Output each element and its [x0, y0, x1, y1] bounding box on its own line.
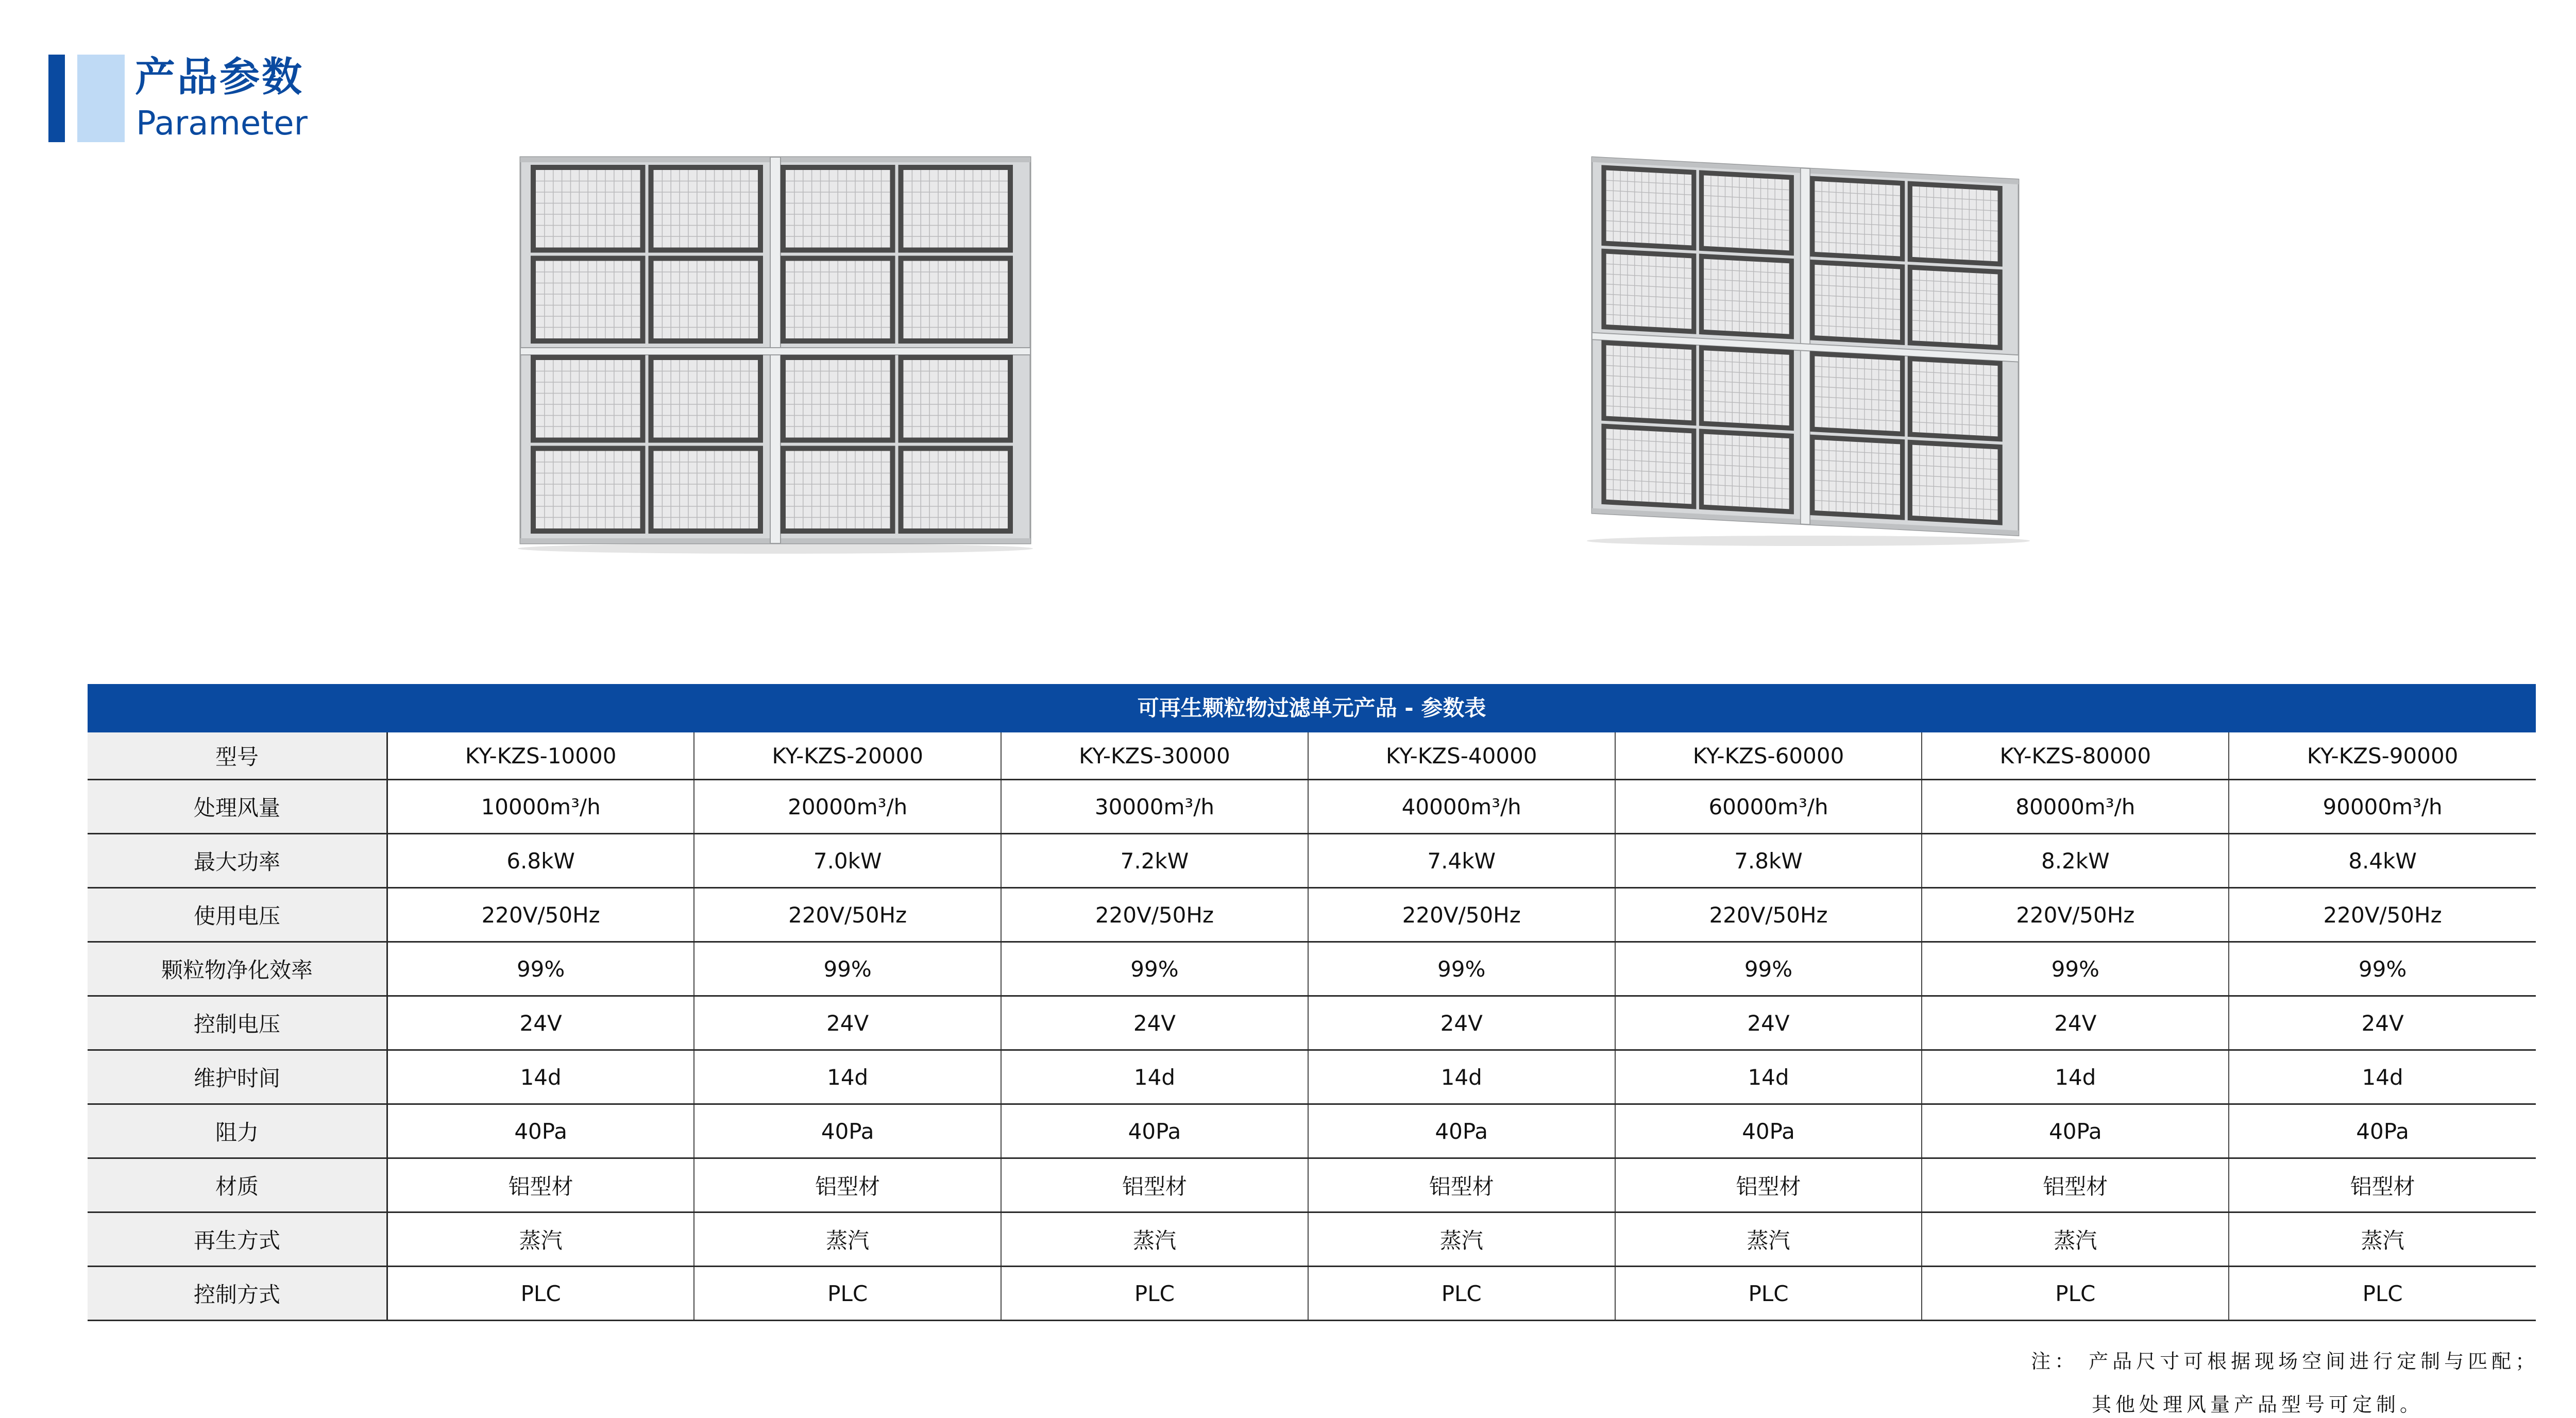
filter-unit-front-image: [505, 142, 1046, 554]
header-accent-block: [77, 55, 125, 142]
table-cell: 14d: [694, 1050, 1001, 1104]
table-row: [88, 834, 2536, 888]
table-cell: 铝型材: [1615, 1158, 1922, 1212]
table-cell: 220V/50Hz: [1922, 888, 2229, 942]
table-cell: 80000m³/h: [1922, 780, 2229, 834]
table-cell: 铝型材: [1308, 1158, 1615, 1212]
row-label: 颗粒物净化效率: [88, 942, 387, 996]
table-cell: 99%: [694, 942, 1001, 996]
table-cell: 20000m³/h: [694, 780, 1001, 834]
table-cell: 铝型材: [694, 1158, 1001, 1212]
table-cell: 24V: [1615, 996, 1922, 1050]
table-cell: KY-KZS-20000: [694, 732, 1001, 780]
table-cell: 220V/50Hz: [1615, 888, 1922, 942]
table-cell: 14d: [1308, 1050, 1615, 1104]
page-subtitle: Parameter: [136, 105, 308, 143]
table-cell: 40Pa: [694, 1104, 1001, 1158]
parameter-grid: [88, 732, 2536, 1321]
table-cell: 蒸汽: [1001, 1212, 1308, 1267]
table-cell: 蒸汽: [1308, 1212, 1615, 1267]
table-cell: 220V/50Hz: [2229, 888, 2536, 942]
table-cell: 铝型材: [1001, 1158, 1308, 1212]
table-cell: 7.4kW: [1308, 834, 1615, 888]
parameter-table: [88, 684, 2536, 1321]
table-cell: 60000m³/h: [1615, 780, 1922, 834]
table-cell: 40Pa: [1922, 1104, 2229, 1158]
table-row: [88, 1104, 2536, 1158]
table-cell: KY-KZS-90000: [2229, 732, 2536, 780]
table-cell: PLC: [1308, 1267, 1615, 1321]
table-cell: PLC: [1922, 1267, 2229, 1321]
row-label: 处理风量: [88, 780, 387, 834]
table-cell: 蒸汽: [1922, 1212, 2229, 1267]
table-cell: 24V: [2229, 996, 2536, 1050]
table-cell: 99%: [1001, 942, 1308, 996]
table-cell: 14d: [1615, 1050, 1922, 1104]
table-cell: PLC: [2229, 1267, 2536, 1321]
table-cell: 8.4kW: [2229, 834, 2536, 888]
table-cell: 99%: [1615, 942, 1922, 996]
table-cell: KY-KZS-30000: [1001, 732, 1308, 780]
row-label: 型号: [88, 732, 387, 780]
table-row: [88, 1267, 2536, 1321]
table-cell: 40Pa: [387, 1104, 694, 1158]
table-cell: 24V: [387, 996, 694, 1050]
table-cell: KY-KZS-80000: [1922, 732, 2229, 780]
table-cell: 7.0kW: [694, 834, 1001, 888]
table-cell: 220V/50Hz: [694, 888, 1001, 942]
row-label: 最大功率: [88, 834, 387, 888]
table-cell: 40Pa: [1615, 1104, 1922, 1158]
table-cell: 220V/50Hz: [1001, 888, 1308, 942]
table-row: [88, 780, 2536, 834]
table-cell: 铝型材: [1922, 1158, 2229, 1212]
table-cell: 99%: [387, 942, 694, 996]
table-cell: 蒸汽: [387, 1212, 694, 1267]
table-row: [88, 1212, 2536, 1267]
table-cell: PLC: [694, 1267, 1001, 1321]
table-row: [88, 888, 2536, 942]
table-cell: 40000m³/h: [1308, 780, 1615, 834]
footnote-line-1: 注： 产品尺寸可根据现场空间进行定制与匹配；: [2031, 1350, 2539, 1373]
table-cell: 铝型材: [2229, 1158, 2536, 1212]
row-label: 维护时间: [88, 1050, 387, 1104]
table-cell: 40Pa: [2229, 1104, 2536, 1158]
footnote-line-2: 其他处理风量产品型号可定制。: [2092, 1393, 2424, 1416]
table-cell: 99%: [2229, 942, 2536, 996]
table-cell: PLC: [1615, 1267, 1922, 1321]
table-cell: 7.2kW: [1001, 834, 1308, 888]
table-row: [88, 1158, 2536, 1212]
row-label: 控制方式: [88, 1267, 387, 1321]
table-cell: 蒸汽: [2229, 1212, 2536, 1267]
row-label: 材质: [88, 1158, 387, 1212]
table-cell: 6.8kW: [387, 834, 694, 888]
table-cell: 99%: [1922, 942, 2229, 996]
table-cell: 14d: [2229, 1050, 2536, 1104]
table-cell: 铝型材: [387, 1158, 694, 1212]
table-cell: 30000m³/h: [1001, 780, 1308, 834]
table-row: [88, 732, 2536, 780]
table-cell: 90000m³/h: [2229, 780, 2536, 834]
row-label: 再生方式: [88, 1212, 387, 1267]
table-cell: 14d: [1001, 1050, 1308, 1104]
table-cell: 14d: [1922, 1050, 2229, 1104]
row-label: 阻力: [88, 1104, 387, 1158]
table-row: [88, 1050, 2536, 1104]
table-cell: 40Pa: [1308, 1104, 1615, 1158]
table-cell: 8.2kW: [1922, 834, 2229, 888]
table-cell: PLC: [1001, 1267, 1308, 1321]
table-cell: KY-KZS-60000: [1615, 732, 1922, 780]
table-cell: 7.8kW: [1615, 834, 1922, 888]
table-cell: KY-KZS-10000: [387, 732, 694, 780]
table-cell: 220V/50Hz: [1308, 888, 1615, 942]
table-cell: 10000m³/h: [387, 780, 694, 834]
table-cell: 蒸汽: [1615, 1212, 1922, 1267]
table-cell: 14d: [387, 1050, 694, 1104]
row-label: 使用电压: [88, 888, 387, 942]
table-title: 可再生颗粒物过滤单元产品 - 参数表: [88, 684, 2536, 732]
table-cell: 99%: [1308, 942, 1615, 996]
header-accent-bar: [48, 55, 65, 142]
table-cell: 蒸汽: [694, 1212, 1001, 1267]
table-cell: 24V: [1922, 996, 2229, 1050]
row-label: 控制电压: [88, 996, 387, 1050]
table-cell: 24V: [1001, 996, 1308, 1050]
table-cell: 40Pa: [1001, 1104, 1308, 1158]
table-row: [88, 996, 2536, 1050]
table-cell: 24V: [1308, 996, 1615, 1050]
page-title: 产品参数: [135, 54, 304, 100]
table-cell: KY-KZS-40000: [1308, 732, 1615, 780]
table-row: [88, 942, 2536, 996]
table-cell: PLC: [387, 1267, 694, 1321]
table-cell: 24V: [694, 996, 1001, 1050]
table-cell: 220V/50Hz: [387, 888, 694, 942]
filter-unit-angled-image: [1577, 147, 2040, 549]
